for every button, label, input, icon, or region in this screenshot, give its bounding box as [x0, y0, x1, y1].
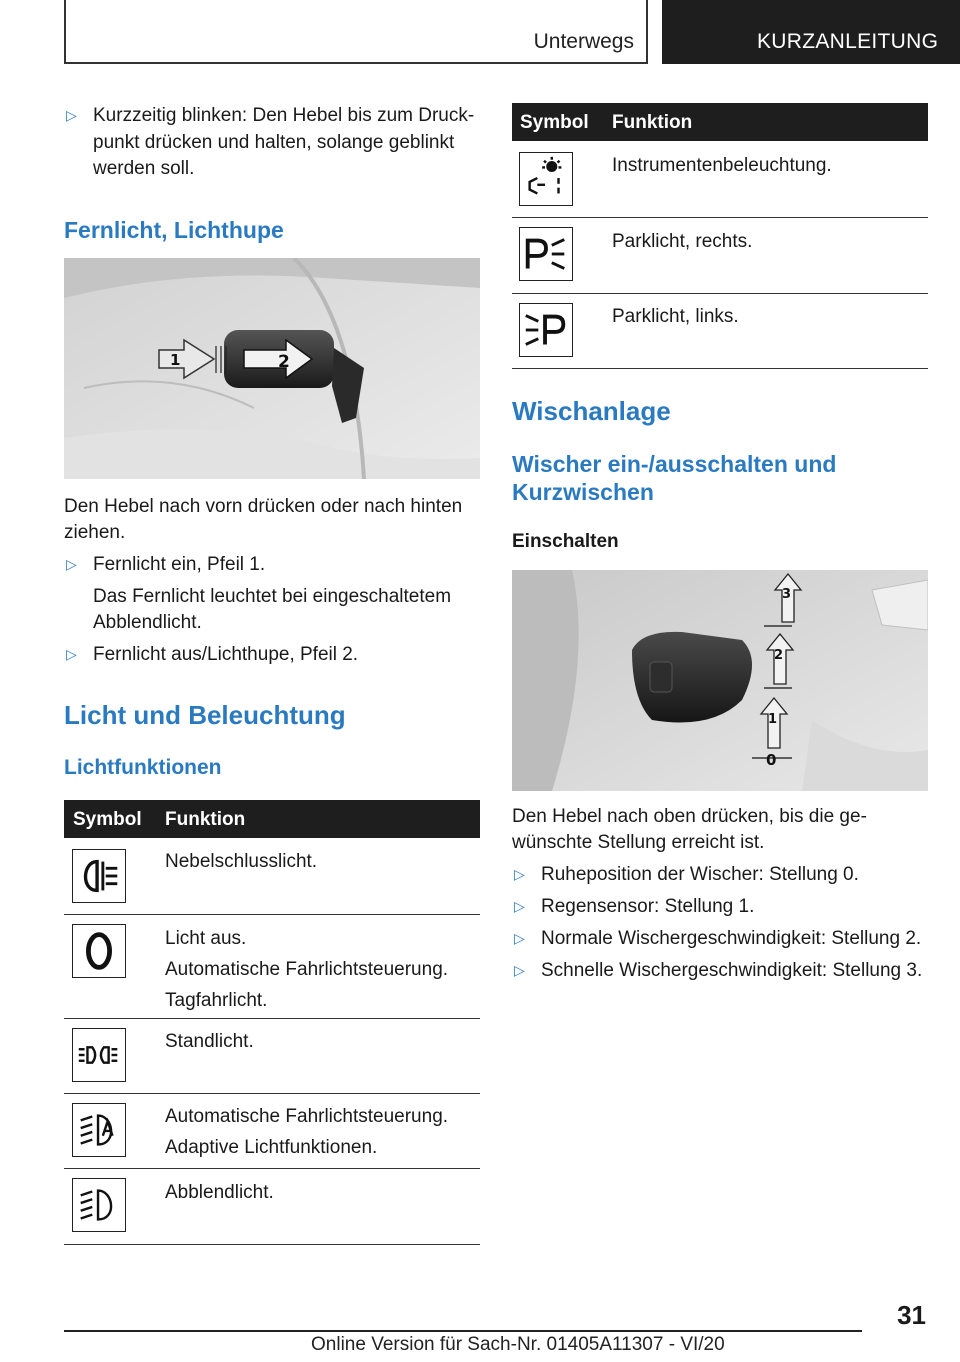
instrument-lighting-icon [519, 152, 573, 206]
parking-lights-icon [72, 1028, 126, 1082]
bullet-stellung-1: Regensensor: Stellung 1. [541, 896, 755, 917]
table-divider [64, 1168, 480, 1169]
rear-fog-light-icon [72, 849, 126, 903]
footer-online-version: Online Version für Sach-Nr. 01405A11307 - VI/20 [311, 1334, 725, 1355]
table-row-text: Standlicht. [165, 1031, 254, 1052]
table-row-text: Adaptive Lichtfunktionen. [165, 1137, 378, 1158]
table-col-symbol: Symbol [73, 809, 142, 830]
bullet-intro-line2: punkt drücken und halten, solange geblinkt [93, 132, 455, 153]
photo-high-beam-lever [64, 258, 480, 479]
bullet-marker-icon: ▷ [514, 930, 525, 946]
table-row-text: Automatische Fahrlichtsteuerung. [165, 1106, 449, 1127]
para-hebel-line2: ziehen. [64, 522, 126, 543]
page-number: 31 [897, 1300, 926, 1330]
table-divider [64, 1093, 480, 1094]
bullet-fernlicht-ein-sub2: Abblendlicht. [93, 612, 202, 633]
table-col-funktion: Funktion [165, 809, 246, 830]
photo2-label-2: 2 [774, 648, 784, 663]
bullet-fernlicht-ein: Fernlicht ein, Pfeil 1. [93, 554, 266, 575]
heading-licht-beleuchtung: Licht und Beleuchtung [64, 700, 346, 730]
photo1-arrow-label-1: 1 [170, 351, 181, 369]
table-divider [64, 1018, 480, 1019]
bullet-fernlicht-aus: Fernlicht aus/Lichthupe, Pfeil 2. [93, 644, 359, 665]
table-header-lichtfunktionen [64, 800, 480, 838]
heading-einschalten: Einschalten [512, 531, 619, 552]
light-off-zero-icon [72, 924, 126, 978]
table-col-symbol: Symbol [520, 112, 589, 133]
table-row-text: Tagfahrlicht. [165, 990, 268, 1011]
low-beam-icon [72, 1178, 126, 1232]
table-row-text: Nebelschlusslicht. [165, 851, 318, 872]
table-divider [64, 1244, 480, 1245]
table-row-text: Instrumentenbeleuchtung. [612, 155, 832, 176]
footer-divider [64, 1330, 862, 1332]
parking-light-left-icon [519, 303, 573, 357]
bullet-stellung-2: Normale Wischergeschwindigkeit: Stellung 2. [541, 928, 922, 949]
bullet-marker-icon: ▷ [514, 898, 525, 914]
photo2-label-1: 1 [768, 712, 778, 727]
bullet-intro-line1: Kurzzeitig blinken: Den Hebel bis zum Druck‐ [93, 105, 475, 126]
table-row-text: Parklicht, links. [612, 306, 739, 327]
photo-wiper-lever [512, 570, 928, 791]
bullet-marker-icon: ▷ [66, 107, 77, 123]
header-section-title: Unterwegs [533, 30, 634, 53]
table-divider [512, 368, 928, 369]
automatic-headlight-icon [72, 1103, 126, 1157]
table-divider [512, 293, 928, 294]
bullet-marker-icon: ▷ [514, 962, 525, 978]
heading-wischer-line1: Wischer ein-/ausschalten und [512, 451, 837, 477]
photo2-label-0: 0 [766, 751, 777, 769]
para-oben-line2: wünschte Stellung erreicht ist. [512, 832, 765, 853]
table-row-text: Licht aus. [165, 928, 247, 949]
table-divider [64, 914, 480, 915]
table-row-text: Parklicht, rechts. [612, 231, 753, 252]
photo2-label-3: 3 [782, 587, 792, 602]
bullet-stellung-3: Schnelle Wischergeschwindigkeit: Stellung 3. [541, 960, 923, 981]
heading-wischer-line2: Kurzwischen [512, 479, 654, 505]
header-chapter-title: KURZANLEITUNG [757, 30, 939, 53]
table-col-funktion: Funktion [612, 112, 693, 133]
heading-wischanlage: Wischanlage [512, 396, 671, 426]
heading-lichtfunktionen: Lichtfunktionen [64, 756, 222, 779]
heading-fernlicht: Fernlicht, Lichthupe [64, 217, 284, 243]
bullet-intro-line3: werden soll. [93, 158, 195, 179]
photo1-arrow-label-2: 2 [278, 352, 290, 372]
bullet-stellung-0: Ruheposition der Wischer: Stellung 0. [541, 864, 859, 885]
table-row-text: Automatische Fahrlichtsteuerung. [165, 959, 449, 980]
table-divider [512, 217, 928, 218]
table-row-text: Abblendlicht. [165, 1182, 274, 1203]
bullet-marker-icon: ▷ [66, 646, 77, 662]
table-header-right [512, 103, 928, 141]
parking-light-right-icon [519, 227, 573, 281]
bullet-marker-icon: ▷ [66, 556, 77, 572]
bullet-marker-icon: ▷ [514, 866, 525, 882]
para-oben-line1: Den Hebel nach oben drücken, bis die ge‐ [512, 806, 867, 827]
bullet-fernlicht-ein-sub1: Das Fernlicht leuchtet bei eingeschaltetem [93, 586, 452, 607]
para-hebel-line1: Den Hebel nach vorn drücken oder nach hinten [64, 496, 463, 517]
